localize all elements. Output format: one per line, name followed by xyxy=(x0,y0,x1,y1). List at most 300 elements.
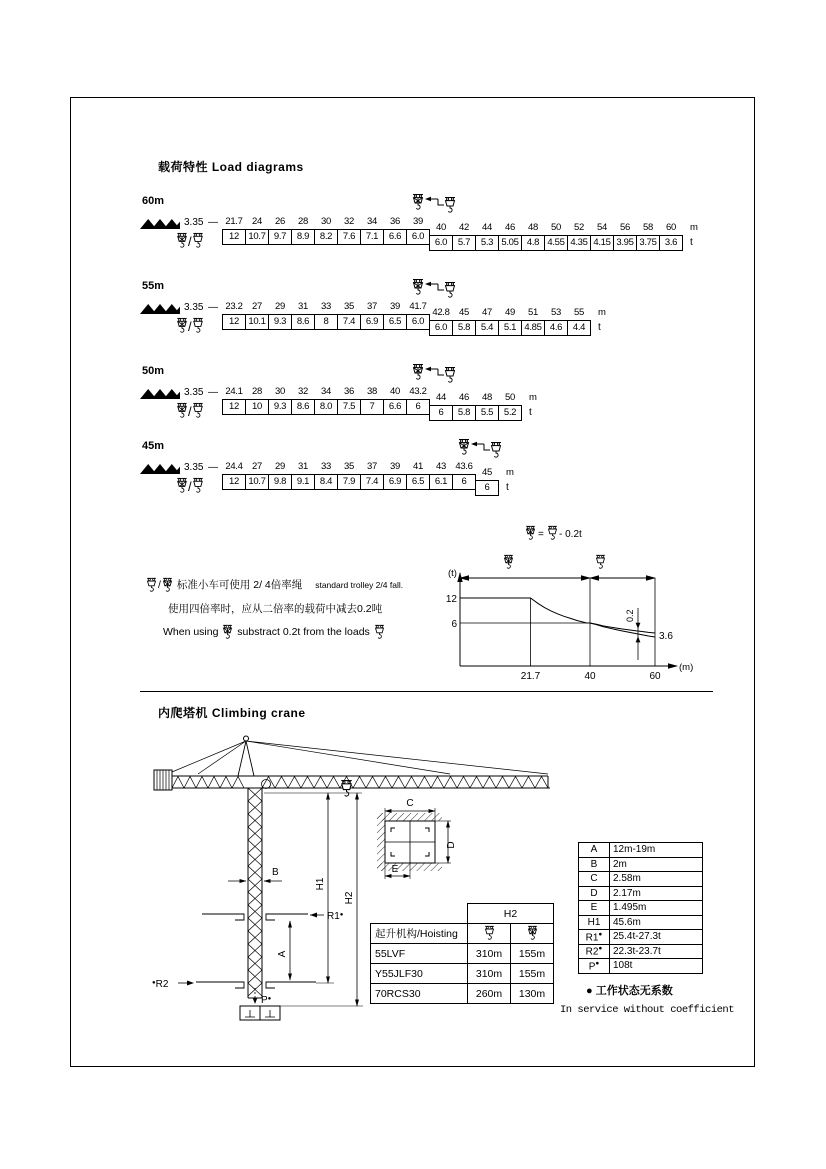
two-fall-trolley-icon xyxy=(146,577,157,592)
jib-length-label: 45m xyxy=(142,440,165,452)
load-value: 12 xyxy=(222,229,246,245)
dim-key: P● xyxy=(579,959,610,974)
load-cell xyxy=(452,222,476,251)
load-cell xyxy=(521,222,545,251)
two-fall-trolley-icon xyxy=(192,477,204,493)
load-cell xyxy=(521,307,545,336)
radius-label: 32 xyxy=(298,386,308,397)
load-value: 4.4 xyxy=(567,320,591,336)
unit-t: t xyxy=(598,322,601,333)
four-fall-trolley-icon xyxy=(176,317,188,333)
foundation xyxy=(240,1006,280,1020)
radius-label: 49 xyxy=(505,307,515,318)
hoisting-row xyxy=(371,944,554,964)
load-cell xyxy=(475,392,499,421)
load-value: 4.35 xyxy=(567,235,591,251)
load-value: 3.6 xyxy=(659,235,683,251)
trolley-pair-icon xyxy=(176,317,204,338)
load-cell xyxy=(429,392,453,421)
dim-value: 12m-19m xyxy=(610,843,703,858)
load-value: 6.9 xyxy=(383,474,407,490)
two-fall-trolley-icon xyxy=(192,232,204,248)
load-cell xyxy=(429,307,453,336)
radius-label: 50 xyxy=(505,392,515,403)
counter-jib-ballast-icon xyxy=(140,218,180,229)
radius-label: 24.4 xyxy=(225,461,243,472)
load-cell xyxy=(291,386,315,415)
mechanism-name: 70RCS30 xyxy=(371,984,468,1004)
segment-2 xyxy=(429,301,590,336)
radius-label: 36 xyxy=(390,216,400,227)
unit-m: m xyxy=(529,392,537,403)
note-line-3 xyxy=(163,624,386,639)
counter-jib-ballast-icon xyxy=(140,303,180,314)
units xyxy=(598,301,606,336)
climbing-crane-title: 内爬塔机 Climbing crane xyxy=(158,706,306,720)
load-cell xyxy=(314,386,338,415)
min-radius-label: 3.35 xyxy=(184,217,204,228)
load-value: 9.7 xyxy=(268,229,292,245)
svg-text:C: C xyxy=(406,798,414,809)
load-value: 8.6 xyxy=(291,399,315,415)
load-cell xyxy=(360,301,384,330)
radius-label: 51 xyxy=(528,307,538,318)
load-value: 4.85 xyxy=(521,320,545,336)
load-cell xyxy=(498,392,522,421)
load-cell xyxy=(452,392,476,421)
delta-label: 0.2 xyxy=(625,609,635,622)
mast-cross-section xyxy=(377,798,457,879)
load-cell xyxy=(498,222,522,251)
dim-A xyxy=(277,921,290,980)
load-value: 7.6 xyxy=(337,229,361,245)
radius-label: 34 xyxy=(367,216,377,227)
load-cell xyxy=(314,301,338,330)
radius-label: 45 xyxy=(459,307,469,318)
radius-label: 30 xyxy=(321,216,331,227)
four-fall-column-icon xyxy=(511,924,554,944)
footnote-en: In service without coefficient xyxy=(560,1004,735,1016)
radius-label: 32 xyxy=(344,216,354,227)
segment-1 xyxy=(222,216,429,245)
radius-label: 23.2 xyxy=(225,301,243,312)
load-cell xyxy=(360,216,384,245)
load-cell xyxy=(222,461,246,490)
load-cell xyxy=(291,301,315,330)
load-cell xyxy=(337,301,361,330)
radius-label: 43.6 xyxy=(455,461,473,472)
dim-key: C xyxy=(579,872,610,887)
load-value: 4.8 xyxy=(521,235,545,251)
radius-label: 31 xyxy=(298,301,308,312)
two-fall-trolley-icon xyxy=(374,624,385,639)
load-value: 8 xyxy=(314,314,338,330)
load-cells xyxy=(222,386,537,421)
dim-value: 2.17m xyxy=(610,886,703,901)
load-cell xyxy=(360,461,384,490)
fall-change-icon xyxy=(412,277,462,306)
counter-jib-ballast-icon xyxy=(140,388,180,399)
load-value: 6.1 xyxy=(429,474,453,490)
load-cell xyxy=(383,301,407,330)
dim-row-R2 xyxy=(579,944,703,959)
load-value: 7.5 xyxy=(337,399,361,415)
four-fall-trolley-icon xyxy=(162,577,173,592)
load-value: 8.2 xyxy=(314,229,338,245)
dim-row-E xyxy=(579,901,703,916)
load-value: 7.4 xyxy=(337,314,361,330)
slash: / xyxy=(188,319,192,334)
radius-dash: — xyxy=(208,462,218,473)
segment-1 xyxy=(222,461,475,490)
two-fall-rope: 260m xyxy=(468,984,511,1004)
radius-label: 31 xyxy=(298,461,308,472)
load-cell xyxy=(337,216,361,245)
end-load-label: 3.6 xyxy=(659,631,673,642)
load-value: 6.6 xyxy=(383,399,407,415)
four-fall-trolley-icon xyxy=(176,477,188,493)
radius-label: 27 xyxy=(252,461,262,472)
svg-text:B: B xyxy=(272,867,279,878)
radius-label: 24.1 xyxy=(225,386,243,397)
segment-2 xyxy=(429,216,682,251)
load-value: 12 xyxy=(222,474,246,490)
load-value: 5.8 xyxy=(452,405,476,421)
two-fall-column-icon xyxy=(468,924,511,944)
radius-label: 26 xyxy=(275,216,285,227)
load-value: 5.8 xyxy=(452,320,476,336)
units xyxy=(506,461,514,496)
radius-label: 37 xyxy=(367,461,377,472)
load-value: 6.0 xyxy=(406,229,430,245)
label-R2 xyxy=(152,979,194,990)
unit-m: m xyxy=(506,467,514,478)
dim-row-P xyxy=(579,959,703,974)
radius-label: 60 xyxy=(666,222,676,233)
load-value: 7.1 xyxy=(360,229,384,245)
load-cell xyxy=(337,386,361,415)
load-value: 5.05 xyxy=(498,235,522,251)
load-cell xyxy=(383,386,407,415)
load-cell xyxy=(245,301,269,330)
footnote-zh: ● 工作状态无系数 xyxy=(586,985,673,997)
unit-m: m xyxy=(690,222,698,233)
load-cell xyxy=(268,461,292,490)
hook-block-icon xyxy=(341,781,352,797)
load-value: 10.7 xyxy=(245,474,269,490)
hoisting-header: 起升机构/Hoisting xyxy=(371,924,468,944)
radius-label: 48 xyxy=(482,392,492,403)
load-value: 9.3 xyxy=(268,314,292,330)
dim-D xyxy=(435,821,457,863)
dim-key: R2● xyxy=(579,944,610,959)
radius-label: 39 xyxy=(413,216,423,227)
segment-1 xyxy=(222,386,429,415)
radius-label: 29 xyxy=(275,461,285,472)
radius-label: 43.2 xyxy=(409,386,427,397)
radius-label: 42 xyxy=(459,222,469,233)
note1-en: standard trolley 2/4 fall. xyxy=(315,580,404,590)
min-radius-label: 3.35 xyxy=(184,387,204,398)
note-slash: / xyxy=(158,579,161,591)
load-curve-chart xyxy=(445,518,697,690)
radius-label: 40 xyxy=(436,222,446,233)
load-value: 4.15 xyxy=(590,235,614,251)
load-cell xyxy=(291,216,315,245)
load-cell xyxy=(360,386,384,415)
load-value: 6 xyxy=(452,474,476,490)
dimension-table xyxy=(578,842,703,974)
radius-label: 54 xyxy=(597,222,607,233)
load-value: 12 xyxy=(222,314,246,330)
unit-t: t xyxy=(529,407,532,418)
unit-t: t xyxy=(690,237,693,248)
chart-equation xyxy=(526,526,582,540)
load-cell xyxy=(544,307,568,336)
load-cell xyxy=(636,222,660,251)
svg-text:E: E xyxy=(391,864,399,875)
load-value: 6.0 xyxy=(429,235,453,251)
load-value: 4.55 xyxy=(544,235,568,251)
four-fall-trolley-icon xyxy=(176,232,188,248)
load-cell xyxy=(544,222,568,251)
load-cell xyxy=(222,216,246,245)
load-value: 8.0 xyxy=(314,399,338,415)
load-diagram-row-55m xyxy=(140,280,760,352)
dim-value: 2.58m xyxy=(610,872,703,887)
dim-value: 25.4t-27.3t xyxy=(610,930,703,945)
h2-header: H2 xyxy=(468,904,554,924)
load-value: 8.6 xyxy=(291,314,315,330)
radius-label: 27 xyxy=(252,301,262,312)
dim-row-R1 xyxy=(579,930,703,945)
load-value: 6.5 xyxy=(406,474,430,490)
load-value: 5.3 xyxy=(475,235,499,251)
load-cell xyxy=(268,216,292,245)
two-fall-trolley-icon xyxy=(192,317,204,333)
segment-2 xyxy=(475,461,498,496)
load-value: 8.9 xyxy=(291,229,315,245)
radius-label: 43 xyxy=(436,461,446,472)
load-value: 12 xyxy=(222,399,246,415)
load-cell xyxy=(475,467,499,496)
dim-key: A xyxy=(579,843,610,858)
trolley-pair-icon xyxy=(176,232,204,253)
load-value: 3.75 xyxy=(636,235,660,251)
load-cell xyxy=(498,307,522,336)
load-cell xyxy=(613,222,637,251)
radius-label: 46 xyxy=(459,392,469,403)
load-value: 6.0 xyxy=(406,314,430,330)
four-fall-trolley-icon xyxy=(222,624,233,639)
segment-2 xyxy=(429,386,521,421)
four-fall-trolley-icon xyxy=(176,402,188,418)
radius-label: 30 xyxy=(275,386,285,397)
fall-change-icon xyxy=(412,192,462,221)
load-value: 6.9 xyxy=(360,314,384,330)
load-cell xyxy=(429,222,453,251)
radius-label: 35 xyxy=(344,461,354,472)
four-fall-range-icon xyxy=(504,555,513,568)
load-cell xyxy=(314,216,338,245)
radius-label: 45 xyxy=(482,467,492,478)
dim-row-C xyxy=(579,872,703,887)
load-value: 5.7 xyxy=(452,235,476,251)
dim-value: 1.495m xyxy=(610,901,703,916)
note-line-2 xyxy=(168,601,382,616)
jib-length-label: 50m xyxy=(142,365,165,377)
dim-value: 22.3t-23.7t xyxy=(610,944,703,959)
fall-change-icon xyxy=(458,437,508,466)
hoisting-row xyxy=(371,984,554,1004)
radius-label: 33 xyxy=(321,461,331,472)
note3-post: substract 0.2t from the loads xyxy=(237,626,370,638)
load-cell xyxy=(567,307,591,336)
svg-text:=: = xyxy=(538,529,544,540)
load-value: 5.4 xyxy=(475,320,499,336)
unit-t: t xyxy=(506,482,509,493)
label-R1 xyxy=(310,911,344,922)
trolley-pair-icon xyxy=(176,477,204,498)
radius-label: 28 xyxy=(252,386,262,397)
load-value: 10.1 xyxy=(245,314,269,330)
radius-label: 48 xyxy=(528,222,538,233)
load-cell xyxy=(268,386,292,415)
radius-label: 55 xyxy=(574,307,584,318)
dim-H2 xyxy=(280,793,363,1006)
load-cell xyxy=(222,301,246,330)
load-diagram-row-60m xyxy=(140,195,760,267)
section-divider xyxy=(140,691,713,692)
load-value: 9.3 xyxy=(268,399,292,415)
xtick-21.7: 21.7 xyxy=(520,671,541,682)
icon-header-row xyxy=(371,924,554,944)
dim-row-H1 xyxy=(579,915,703,930)
four-fall-rope: 155m xyxy=(511,944,554,964)
load-value: 6 xyxy=(406,399,430,415)
y-axis-label: (t) xyxy=(448,568,457,579)
load-diagram-row-50m xyxy=(140,365,760,437)
load-diagrams-title: 载荷特性 Load diagrams xyxy=(158,160,304,174)
dim-key: E xyxy=(579,901,610,916)
svg-text:- 0.2t: - 0.2t xyxy=(559,529,582,540)
load-value: 5.2 xyxy=(498,405,522,421)
slash: / xyxy=(188,404,192,419)
radius-label: 42.8 xyxy=(432,307,450,318)
slash: / xyxy=(188,479,192,494)
load-value: 3.95 xyxy=(613,235,637,251)
load-value: 10 xyxy=(245,399,269,415)
load-cell xyxy=(567,222,591,251)
dim-key: R1● xyxy=(579,930,610,945)
dim-key: H1 xyxy=(579,915,610,930)
svg-text:P●: P● xyxy=(261,995,272,1006)
dim-key: B xyxy=(579,857,610,872)
load-cells xyxy=(222,461,514,496)
load-value: 6.0 xyxy=(429,320,453,336)
load-cell xyxy=(245,216,269,245)
radius-label: 39 xyxy=(390,301,400,312)
dim-row-D xyxy=(579,886,703,901)
radius-label: 29 xyxy=(275,301,285,312)
dim-row-B xyxy=(579,857,703,872)
radius-label: 52 xyxy=(574,222,584,233)
radius-label: 50 xyxy=(551,222,561,233)
load-value: 6.6 xyxy=(383,229,407,245)
load-cell xyxy=(429,461,453,490)
load-value: 7.4 xyxy=(360,474,384,490)
jib-length-label: 60m xyxy=(142,195,165,207)
load-cell xyxy=(245,461,269,490)
svg-text:H2: H2 xyxy=(344,891,355,905)
ytick-6: 6 xyxy=(451,619,457,630)
dim-value: 45.6m xyxy=(610,915,703,930)
load-value: 6 xyxy=(429,405,453,421)
load-value: 7.9 xyxy=(337,474,361,490)
dim-B xyxy=(228,867,282,881)
mechanism-name: 55LVF xyxy=(371,944,468,964)
note2-zh: 使用四倍率时，应从二倍率的载荷中减去0.2吨 xyxy=(168,603,383,615)
load-value: 8.4 xyxy=(314,474,338,490)
slash: / xyxy=(188,234,192,249)
note-line-1 xyxy=(145,577,403,592)
min-radius-label: 3.35 xyxy=(184,462,204,473)
load-cell xyxy=(452,307,476,336)
xtick-40: 40 xyxy=(584,671,596,682)
load-value: 4.6 xyxy=(544,320,568,336)
radius-label: 28 xyxy=(298,216,308,227)
dim-value: 2m xyxy=(610,857,703,872)
mechanism-name: Y55JLF30 xyxy=(371,964,468,984)
radius-label: 41 xyxy=(413,461,423,472)
load-value: 10.7 xyxy=(245,229,269,245)
radius-label: 44 xyxy=(436,392,446,403)
x-axis-label: (m) xyxy=(679,662,694,673)
radius-label: 39 xyxy=(390,461,400,472)
load-cell xyxy=(268,301,292,330)
load-cell xyxy=(383,216,407,245)
radius-label: 35 xyxy=(344,301,354,312)
load-value: 9.8 xyxy=(268,474,292,490)
radius-label: 53 xyxy=(551,307,561,318)
load-cells xyxy=(222,216,698,251)
fall-change-icon xyxy=(412,362,462,391)
two-fall-rope: 310m xyxy=(468,944,511,964)
radius-label: 34 xyxy=(321,386,331,397)
units xyxy=(529,386,537,421)
radius-label: 36 xyxy=(344,386,354,397)
load-value: 6 xyxy=(475,480,499,496)
radius-label: 33 xyxy=(321,301,331,312)
load-cell xyxy=(659,222,683,251)
svg-text:D: D xyxy=(446,841,457,849)
note3-pre: When using xyxy=(163,626,219,638)
load-cell xyxy=(406,461,430,490)
radius-label: 24 xyxy=(252,216,262,227)
four-fall-rope: 155m xyxy=(511,964,554,984)
radius-label: 40 xyxy=(390,386,400,397)
radius-label: 47 xyxy=(482,307,492,318)
load-value: 9.1 xyxy=(291,474,315,490)
radius-label: 41.7 xyxy=(409,301,427,312)
h2-header-row xyxy=(371,904,554,924)
svg-text:R1●: R1● xyxy=(327,911,344,922)
load-cell xyxy=(291,461,315,490)
load-cell xyxy=(245,386,269,415)
load-cell xyxy=(383,461,407,490)
counter-jib-ballast-icon xyxy=(140,463,180,474)
radius-dash: — xyxy=(208,302,218,313)
